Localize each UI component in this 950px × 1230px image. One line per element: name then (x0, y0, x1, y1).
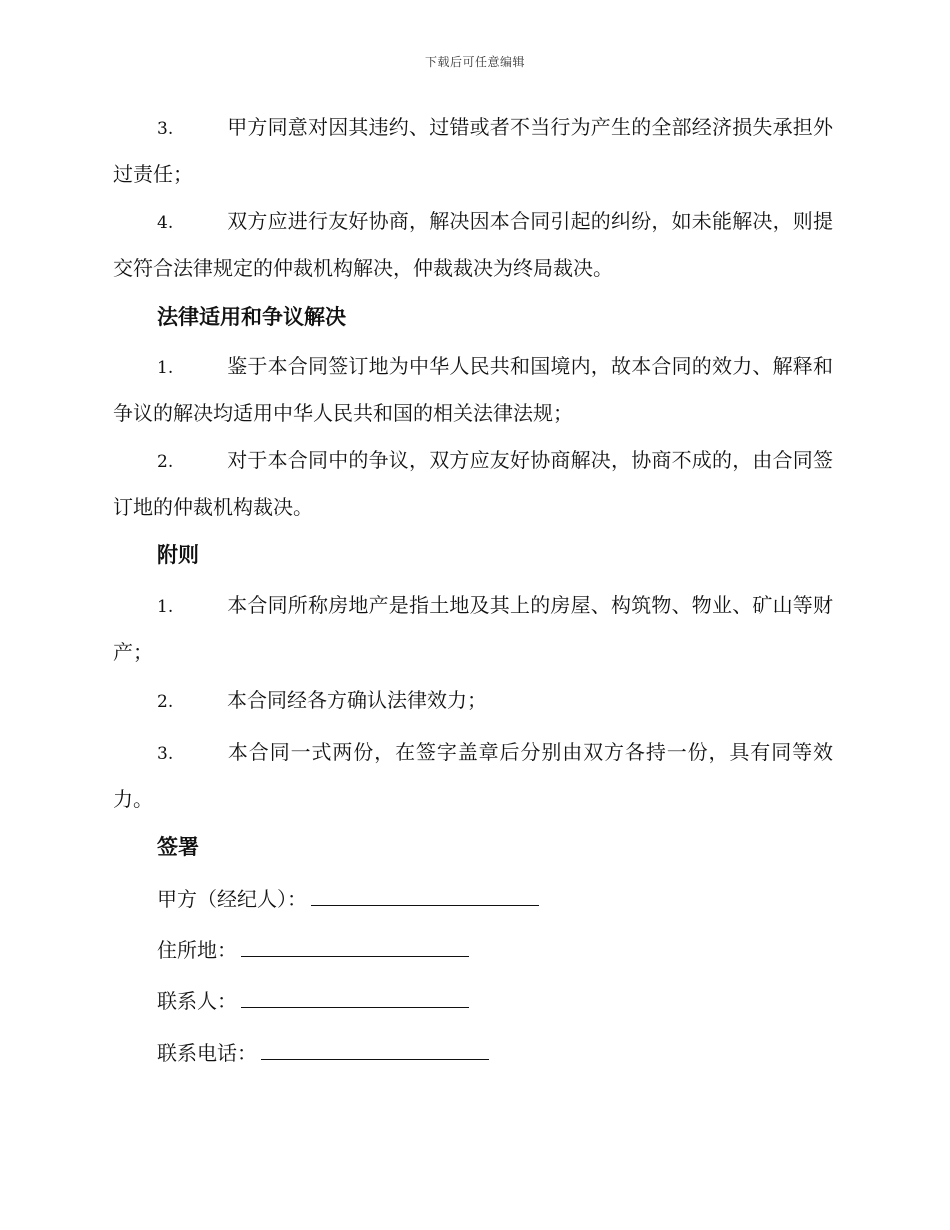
signature-blank-line (241, 987, 469, 1008)
signature-blank-line (241, 936, 469, 957)
clause-breach-3 (113, 105, 833, 197)
sign-field-party-a (157, 884, 539, 914)
clause-number: 2. (157, 692, 174, 712)
clause-appendix-2 (113, 678, 833, 725)
clause-text: 对于本合同中的争议，双方应友好协商解决，协商不成的，由合同签订地的仲裁机构裁决。 (113, 448, 833, 519)
clause-law-1 (113, 344, 833, 436)
clause-number: 3. (157, 744, 174, 764)
section-title-law: 法律适用和争议解决 (157, 304, 346, 329)
clause-number: 3. (157, 119, 174, 139)
section-title-appendix: 附则 (157, 542, 199, 567)
clause-breach-4 (113, 199, 833, 291)
clause-appendix-3 (113, 730, 833, 822)
sign-field-contact (157, 986, 469, 1016)
clause-number: 4. (157, 213, 174, 233)
clause-law-2 (113, 438, 833, 530)
sign-field-label: 联系人： (157, 989, 237, 1013)
section-title-sign: 签署 (157, 834, 199, 859)
sign-field-address (157, 935, 469, 965)
clause-number: 1. (157, 597, 174, 617)
clause-number: 1. (157, 358, 174, 378)
signature-blank-line (311, 885, 539, 906)
signature-blank-line (261, 1039, 489, 1060)
clause-text: 甲方同意对因其违约、过错或者不当行为产生的全部经济损失承担外过责任； (113, 115, 833, 186)
clause-text: 本合同所称房地产是指土地及其上的房屋、构筑物、物业、矿山等财产； (113, 593, 833, 664)
sign-field-label: 联系电话： (157, 1041, 257, 1065)
sign-field-label: 住所地： (157, 938, 237, 962)
clause-appendix-1 (113, 583, 833, 675)
page-header: 下载后可任意编辑 (424, 55, 525, 69)
clause-text: 鉴于本合同签订地为中华人民共和国境内，故本合同的效力、解释和争议的解决均适用中华人民共和国的相关法律法规； (113, 354, 833, 425)
clause-text: 本合同一式两份，在签字盖章后分别由双方各持一份，具有同等效力。 (113, 740, 833, 811)
sign-field-phone (157, 1038, 489, 1068)
clause-text: 双方应进行友好协商，解决因本合同引起的纠纷，如未能解决，则提交符合法律规定的仲裁机构解决，仲裁裁决为终局裁决。 (113, 209, 833, 280)
sign-field-label: 甲方（经纪人）： (157, 887, 307, 911)
clause-text: 本合同经各方确认法律效力； (227, 688, 487, 712)
clause-number: 2. (157, 452, 174, 472)
